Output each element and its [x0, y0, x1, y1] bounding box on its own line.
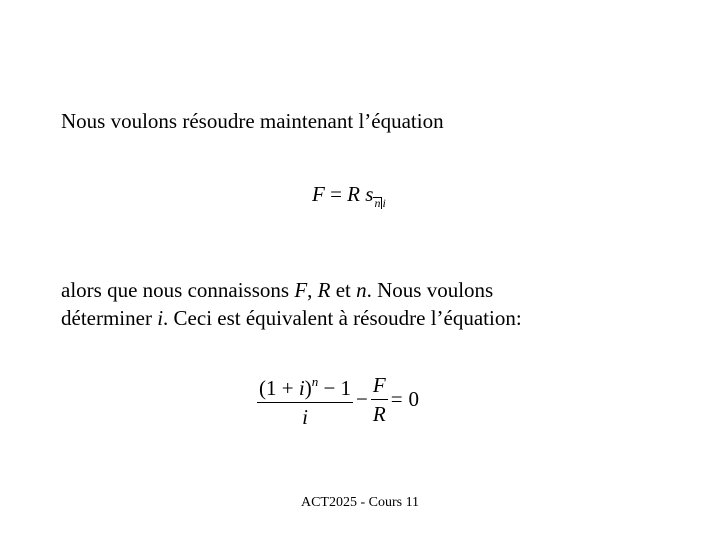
num-close: ): [304, 376, 312, 400]
intro-text: Nous voulons résoudre maintenant l’équation: [61, 109, 444, 133]
context-line-2: [61, 304, 522, 332]
context-text-d: . Ceci est équivalent à résoudre l’équation:: [163, 306, 522, 330]
eq1-sub-i: i: [382, 196, 386, 210]
fraction-growth-denominator: [257, 403, 353, 429]
num-i: i: [298, 376, 305, 400]
annuity-equation: [312, 182, 386, 210]
eq1-F: F: [312, 182, 325, 206]
context-paragraph: [61, 276, 522, 332]
context-text-c: déterminer: [61, 306, 158, 330]
num-tail: − 1: [318, 376, 352, 400]
num-exponent: n: [311, 374, 319, 389]
fraction-F-R-numerator: [371, 373, 388, 400]
var-F: F: [294, 278, 308, 302]
var-n: n: [356, 278, 367, 302]
eq1-s: s: [365, 182, 374, 206]
var-R: R: [317, 278, 331, 302]
eq1-subscript: [373, 196, 385, 210]
equals-sign: =: [390, 387, 403, 411]
context-text-a: alors que nous connaissons: [61, 278, 295, 302]
fraction-F-R-denominator: [371, 400, 388, 426]
zero-value: 0: [408, 387, 420, 411]
frac-R: R: [372, 402, 386, 426]
context-line-1: [61, 276, 522, 304]
fraction-growth: [257, 370, 353, 429]
eq1-sub-n: n: [374, 196, 381, 210]
slide-footer: [0, 495, 720, 511]
footer-text: ACT2025 - Cours 11: [300, 495, 420, 510]
den-i: i: [302, 405, 308, 429]
frac-F: F: [372, 373, 386, 397]
context-et: et: [330, 278, 357, 302]
fraction-growth-numerator: [257, 370, 353, 403]
var-i: i: [157, 306, 164, 330]
eq1-equals: =: [330, 182, 342, 206]
context-comma: ,: [307, 278, 318, 302]
minus-sign: −: [356, 387, 368, 411]
rate-equation: [257, 370, 422, 429]
eq1-R: R: [347, 182, 360, 206]
intro-paragraph: [61, 107, 444, 135]
fraction-F-R: [371, 373, 388, 426]
num-open: (1 +: [259, 376, 299, 400]
context-text-b: . Nous voulons: [366, 278, 494, 302]
